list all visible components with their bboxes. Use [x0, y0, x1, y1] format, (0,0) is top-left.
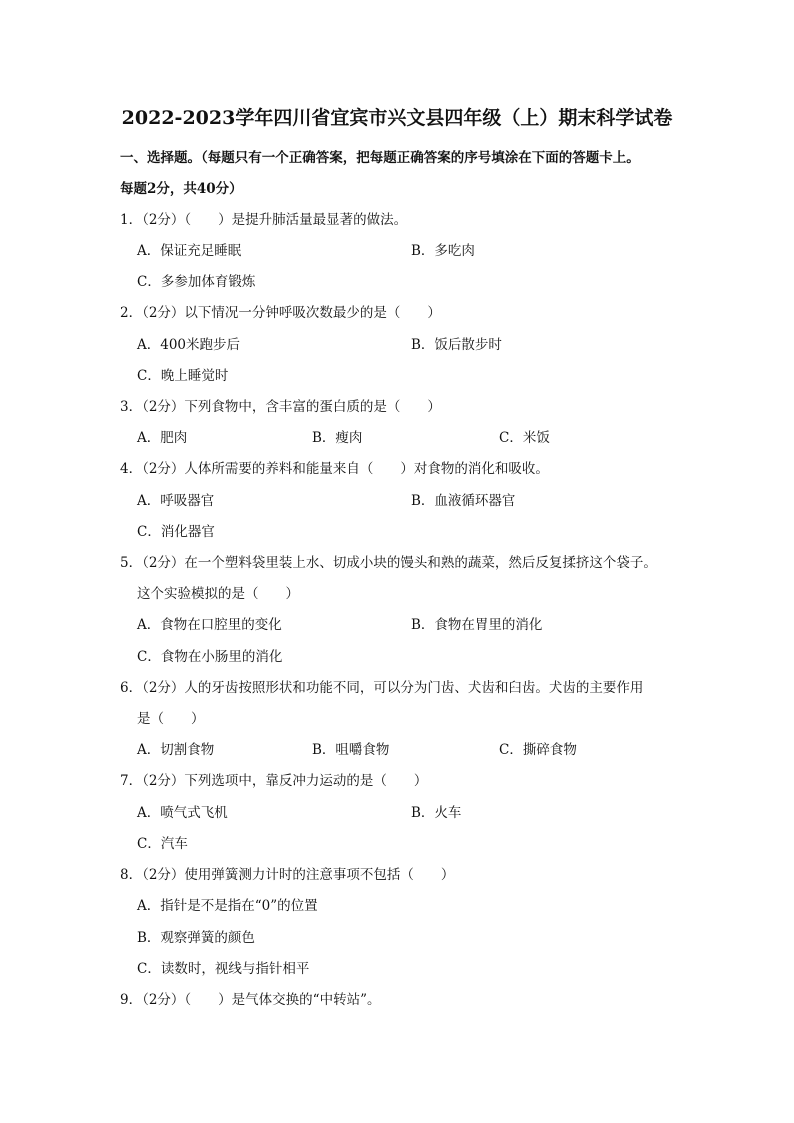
section-heading-line1: 一、选择题。（每题只有一个正确答案，把每题正确答案的序号填涂在下面的答题卡上。	[120, 150, 640, 166]
question-2-option-b: B．饭后散步时	[411, 337, 502, 353]
question-1-option-c: C．多参加体育锻炼	[137, 274, 256, 290]
question-5-option-a: A．食物在口腔里的变化	[137, 617, 282, 633]
question-4-option-a: A．呼吸器官	[137, 493, 215, 509]
exam-title: 2022-2023学年四川省宜宾市兴文县四年级（上）期末科学试卷	[121, 107, 673, 129]
question-4-stem: 4．（2分）人体所需要的养料和能量来自（ ）对食物的消化和吸收。	[120, 461, 549, 477]
question-6-option-b: B．咀嚼食物	[312, 742, 390, 758]
question-2-option-a: A．400米跑步后	[137, 337, 241, 353]
question-3-stem: 3．（2分）下列食物中，含丰富的蛋白质的是（ ）	[120, 399, 441, 415]
question-3-option-b: B．瘦肉	[312, 430, 363, 446]
question-5-option-c: C．食物在小肠里的消化	[137, 649, 283, 665]
question-6-stem-continued: 是（ ）	[137, 711, 205, 727]
question-3-option-a: A．肥肉	[137, 430, 188, 446]
question-2-option-c: C．晚上睡觉时	[137, 368, 229, 384]
question-7-option-b: B．火车	[411, 805, 462, 821]
question-5-option-b: B．食物在胃里的消化	[411, 617, 543, 633]
question-4-option-b: B．血液循环器官	[411, 493, 516, 509]
question-8-stem: 8．（2分）使用弹簧测力计时的注意事项不包括（ ）	[120, 867, 455, 883]
question-3-option-c: C．米饭	[499, 430, 550, 446]
question-5-stem: 5．（2分）在一个塑料袋里装上水、切成小块的馒头和熟的蔬菜，然后反复揉挤这个袋子。	[120, 555, 657, 571]
question-1-option-a: A．保证充足睡眠	[137, 243, 242, 259]
question-4-option-c: C．消化器官	[137, 524, 215, 540]
question-7-stem: 7．（2分）下列选项中，靠反冲力运动的是（ ）	[120, 773, 428, 789]
section-heading-line2: 每题2分，共40分）	[120, 181, 243, 197]
question-7-option-c: C．汽车	[137, 836, 188, 852]
question-8-option-c: C．读数时，视线与指针相平	[137, 961, 310, 977]
question-8-option-a: A．指针是不是指在“0”的位置	[137, 898, 318, 914]
question-6-stem: 6．（2分）人的牙齿按照形状和功能不同，可以分为门齿、犬齿和臼齿。犬齿的主要作用	[120, 680, 644, 696]
question-7-option-a: A．喷气式飞机	[137, 805, 228, 821]
question-6-option-a: A．切割食物	[137, 742, 215, 758]
question-5-stem-continued: 这个实验模拟的是（ ）	[137, 586, 299, 602]
question-9-stem: 9．（2分）（ ）是气体交换的“中转站”。	[120, 992, 381, 1008]
question-8-option-b: B．观察弹簧的颜色	[137, 930, 255, 946]
question-1-stem: 1．（2分）（ ）是提升肺活量最显著的做法。	[120, 212, 408, 228]
question-6-option-c: C．撕碎食物	[499, 742, 577, 758]
question-2-stem: 2．（2分）以下情况一分钟呼吸次数最少的是（ ）	[120, 305, 441, 321]
question-1-option-b: B．多吃肉	[411, 243, 475, 259]
